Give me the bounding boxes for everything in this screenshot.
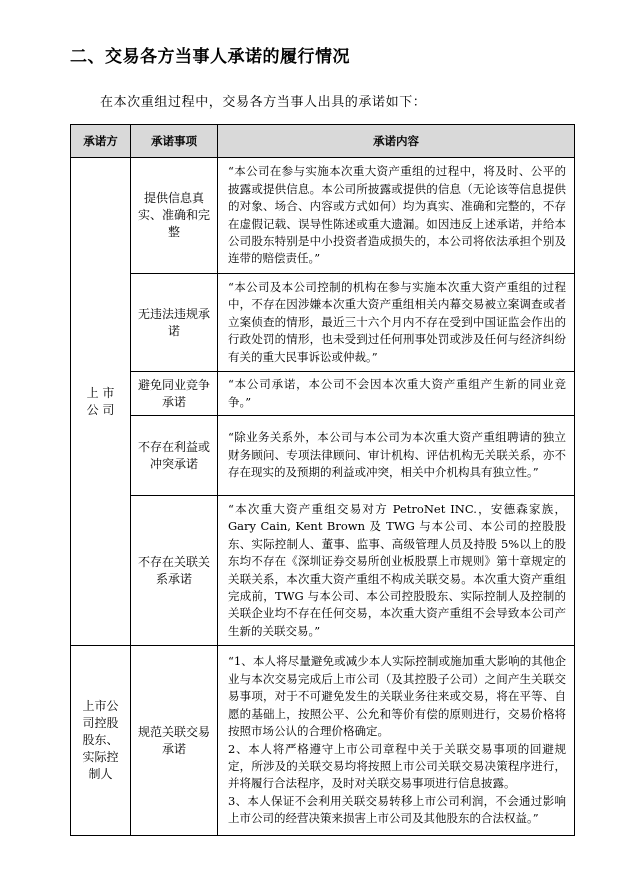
item-cell: 不存在利益或冲突承诺 <box>131 416 218 496</box>
commitments-table <box>70 124 575 836</box>
content-cell: “本次重大资产重组交易对方 PetroNet INC.，安德森家族，Gary Cain, Kent Brown 及 TWG 与本公司、本公司的控股股东、实际控制人、董事、监事、高级管理人员及持股 5%以上的股东均不存在《深圳证券交易所创业板股票上市规则》第十章规定的关联关系，本次重大资产重组不构成关联交易。本次重大资产重组完成前，TWG 与本公司、本公司控股股东、实际控制人及控制的关联企业均不存在任何交易，本次重大资产重组不会导致本公司产生新的关联交易。” <box>218 496 575 646</box>
party-cell-controlling-shareholder: 上市公司控股股东、实际控制人 <box>71 646 131 836</box>
table-header-row <box>71 125 575 158</box>
item-cell: 提供信息真实、准确和完整 <box>131 158 218 274</box>
table-row <box>71 158 575 274</box>
content-cell: “本公司及本公司控制的机构在参与实施本次重大资产重组的过程中，不存在因涉嫌本次重大资产重组相关内幕交易被立案调查或者立案侦查的情形，最近三十六个月内不存在受到中国证监会作出的行政处罚的情形，也未受到过任何刑事处罚或涉及任何与经济纠纷有关的重大民事诉讼或仲裁。” <box>218 274 575 372</box>
table-row <box>71 274 575 372</box>
table-row <box>71 496 575 646</box>
header-party: 承诺方 <box>71 125 131 158</box>
table-row <box>71 416 575 496</box>
content-cell: “除业务关系外，本公司与本公司为本次重大资产重组聘请的独立财务顾问、专项法律顾问、审计机构、评估机构无关联关系，亦不存在现实的及预期的利益或冲突，相关中介机构具有独立性。” <box>218 416 575 496</box>
item-cell: 无违法违规承诺 <box>131 274 218 372</box>
table-row <box>71 372 575 416</box>
header-content: 承诺内容 <box>218 125 575 158</box>
intro-paragraph: 在本次重组过程中，交易各方当事人出具的承诺如下： <box>100 95 427 110</box>
item-cell: 规范关联交易承诺 <box>131 646 218 836</box>
item-cell: 避免同业竞争承诺 <box>131 372 218 416</box>
section-heading: 二、交易各方当事人承诺的履行情况 <box>70 47 350 67</box>
header-item: 承诺事项 <box>131 125 218 158</box>
item-cell: 不存在关联关系承诺 <box>131 496 218 646</box>
content-cell: “1、本人将尽量避免或减少本人实际控制或施加重大影响的其他企业与本次交易完成后上市公司（及其控股子公司）之间产生关联交易事项，对于不可避免发生的关联业务往来或交易，将在平等、自愿的基础上，按照公平、公允和等价有偿的原则进行，交易价格将按照市场公认的合理价格确定。 2、本人将严格遵守上市公司章程中关于关联交易事项的回避规定，所涉及的关联交易均将按照上市公司关联交易决策程序进行，并将履行合法程序，及时对关联交易事项进行信息披露。 3、本人保证不会利用关联交易转移上市公司利润，不会通过影响上市公司的经营决策来损害上市公司及其他股东的合法权益。” <box>218 646 575 836</box>
table-row <box>71 646 575 836</box>
party-cell-listed-company: 上 市 公 司 <box>71 158 131 646</box>
content-cell: “本公司在参与实施本次重大资产重组的过程中，将及时、公平的披露或提供信息。本公司所披露或提供的信息（无论该等信息提供的对象、场合、内容或方式如何）均为真实、准确和完整的，不存在虚假记载、误导性陈述或重大遗漏。如因违反上述承诺，并给本公司股东特别是中小投资者造成损失的，本公司将依法承担个别及连带的赔偿责任。” <box>218 158 575 274</box>
content-cell: “本公司承诺，本公司不会因本次重大资产重组产生新的同业竞争。” <box>218 372 575 416</box>
